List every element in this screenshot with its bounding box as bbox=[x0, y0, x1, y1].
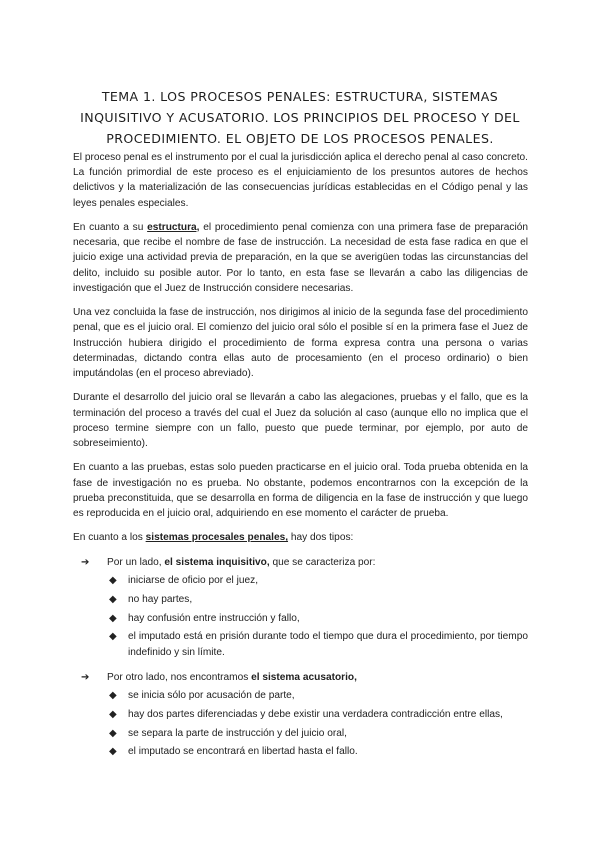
accusatory-system-section bbox=[73, 670, 528, 760]
term-accusatory: el sistema acusatorio, bbox=[251, 671, 357, 683]
diamond-bullet-icon: ◆ bbox=[109, 593, 117, 605]
paragraph-evidence: En cuanto a las pruebas, estas solo pueden practicarse en el juicio oral. Toda prueba obtenida en la fase de investigación no es prueba. No obstante, podemos encontrarnos con la excepción de la prueba preconstituida, que se desarrolla en forma de diligencia en la fase de instrucción y que luego es reproducida en el juicio oral, adquiriendo en ese momento el carácter de prueba. bbox=[73, 462, 528, 520]
document-title: TEMA 1. LOS PROCESOS PENALES: ESTRUCTURA, SISTEMAS INQUISITIVO Y ACUSATORIO. LOS PRINCIPIOS DEL PROCESO Y DEL PROCEDIMIENTO. EL OBJETO DE LOS PROCESOS PENALES. bbox=[80, 89, 520, 147]
paragraph-systems bbox=[73, 530, 528, 545]
list-item bbox=[73, 611, 528, 626]
accusatory-list bbox=[73, 688, 528, 760]
arrow-icon: ➔ bbox=[81, 671, 90, 683]
list-item-text: se inicia sólo por acusación de parte, bbox=[128, 690, 295, 701]
list-item-text: hay confusión entre instrucción y fallo, bbox=[128, 612, 300, 624]
heading-text: Por un lado, bbox=[107, 556, 165, 568]
list-item bbox=[73, 707, 528, 722]
arrow-icon: ➔ bbox=[81, 556, 90, 568]
term-inquisitive: el sistema inquisitivo, bbox=[164, 556, 270, 568]
paragraph-text: En cuanto a su bbox=[73, 222, 148, 233]
list-item-text: hay dos partes diferenciadas y debe existir una verdadera contradicción entre ellas, bbox=[128, 708, 503, 720]
heading-text: Por otro lado, nos encontramos bbox=[107, 671, 252, 683]
paragraph-oral-trial: Una vez concluida la fase de instrucción, nos dirigimos al inicio de la segunda fase del procedimiento penal, que es el juicio oral. El comienzo del juicio oral sólo el posible sí en la primera fase el Juez de Instrucción hubiera dirigido el procedimiento de forma expresa contra una persona o varias determinadas, dictando contra ellas auto de procesamiento (en el proceso ordinario) o bien imputándolas (en el proceso abreviado). bbox=[73, 307, 528, 380]
paragraph-text: hay dos tipos: bbox=[288, 532, 354, 544]
paragraph-intro: El proceso penal es el instrumento por el cual la jurisdicción aplica el derecho penal al caso concreto. La función primordial de este proceso es el enjuiciamiento de los presuntos autores de hechos delictivos y la materialización de las consecuencias jurídicas establecidas en el Código penal y las leyes penales especiales. bbox=[73, 152, 528, 209]
paragraph-text: el procedimiento penal comienza con una primera fase de preparación necesaria, que recibe el nombre de fase de instrucción. La necesidad de esta fase radica en que el juicio exige una actividad previa de preparación, en la que se averigüen todas las circunstancias del delito, incluido su posible autor. Por lo tanto, en esta fase se llevarán a cabo las diligencias de investigación que el Juez de Instrucción considere necesarias. bbox=[73, 222, 528, 294]
term-systems: sistemas procesales penales, bbox=[145, 532, 289, 544]
list-item bbox=[73, 592, 528, 607]
list-item-text: el imputado está en prisión durante todo el tiempo que dura el procedimiento, por tiempo indefinido y sin límite. bbox=[128, 631, 528, 658]
diamond-bullet-icon: ◆ bbox=[109, 575, 117, 586]
list-item bbox=[73, 726, 528, 741]
diamond-bullet-icon: ◆ bbox=[109, 690, 117, 701]
list-item-text: no hay partes, bbox=[128, 593, 193, 605]
list-item bbox=[73, 573, 528, 588]
inquisitive-list bbox=[73, 573, 528, 660]
paragraph-oral-development: Durante el desarrollo del juicio oral se llevarán a cabo las alegaciones, pruebas y el fallo, que es la terminación del proceso a través del cual el Juez da solución al caso (aunque ello no implica que el proceso termine siempre con un fallo, puesto que puede terminar, por ejemplo, por auto de sobreseimiento). bbox=[73, 392, 528, 450]
list-item bbox=[73, 744, 528, 759]
inquisitive-system-section bbox=[73, 555, 528, 660]
accusatory-system-heading bbox=[73, 670, 528, 685]
list-item-text: iniciarse de oficio por el juez, bbox=[128, 575, 259, 586]
diamond-bullet-icon: ◆ bbox=[109, 631, 117, 643]
heading-text: que se caracteriza por: bbox=[269, 556, 376, 568]
paragraph-structure bbox=[73, 220, 528, 296]
list-item bbox=[73, 688, 528, 703]
diamond-bullet-icon: ◆ bbox=[109, 612, 117, 624]
inquisitive-system-heading bbox=[73, 555, 528, 570]
diamond-bullet-icon: ◆ bbox=[109, 746, 117, 758]
list-item bbox=[73, 629, 528, 659]
list-item-text: se separa la parte de instrucción y del juicio oral, bbox=[128, 727, 347, 739]
document-body bbox=[73, 150, 528, 770]
list-item-text: el imputado se encontrará en libertad hasta el fallo. bbox=[128, 746, 358, 758]
diamond-bullet-icon: ◆ bbox=[109, 727, 117, 739]
term-structure: estructura, bbox=[147, 222, 200, 233]
paragraph-text: En cuanto a los bbox=[73, 532, 146, 544]
diamond-bullet-icon: ◆ bbox=[109, 708, 117, 720]
